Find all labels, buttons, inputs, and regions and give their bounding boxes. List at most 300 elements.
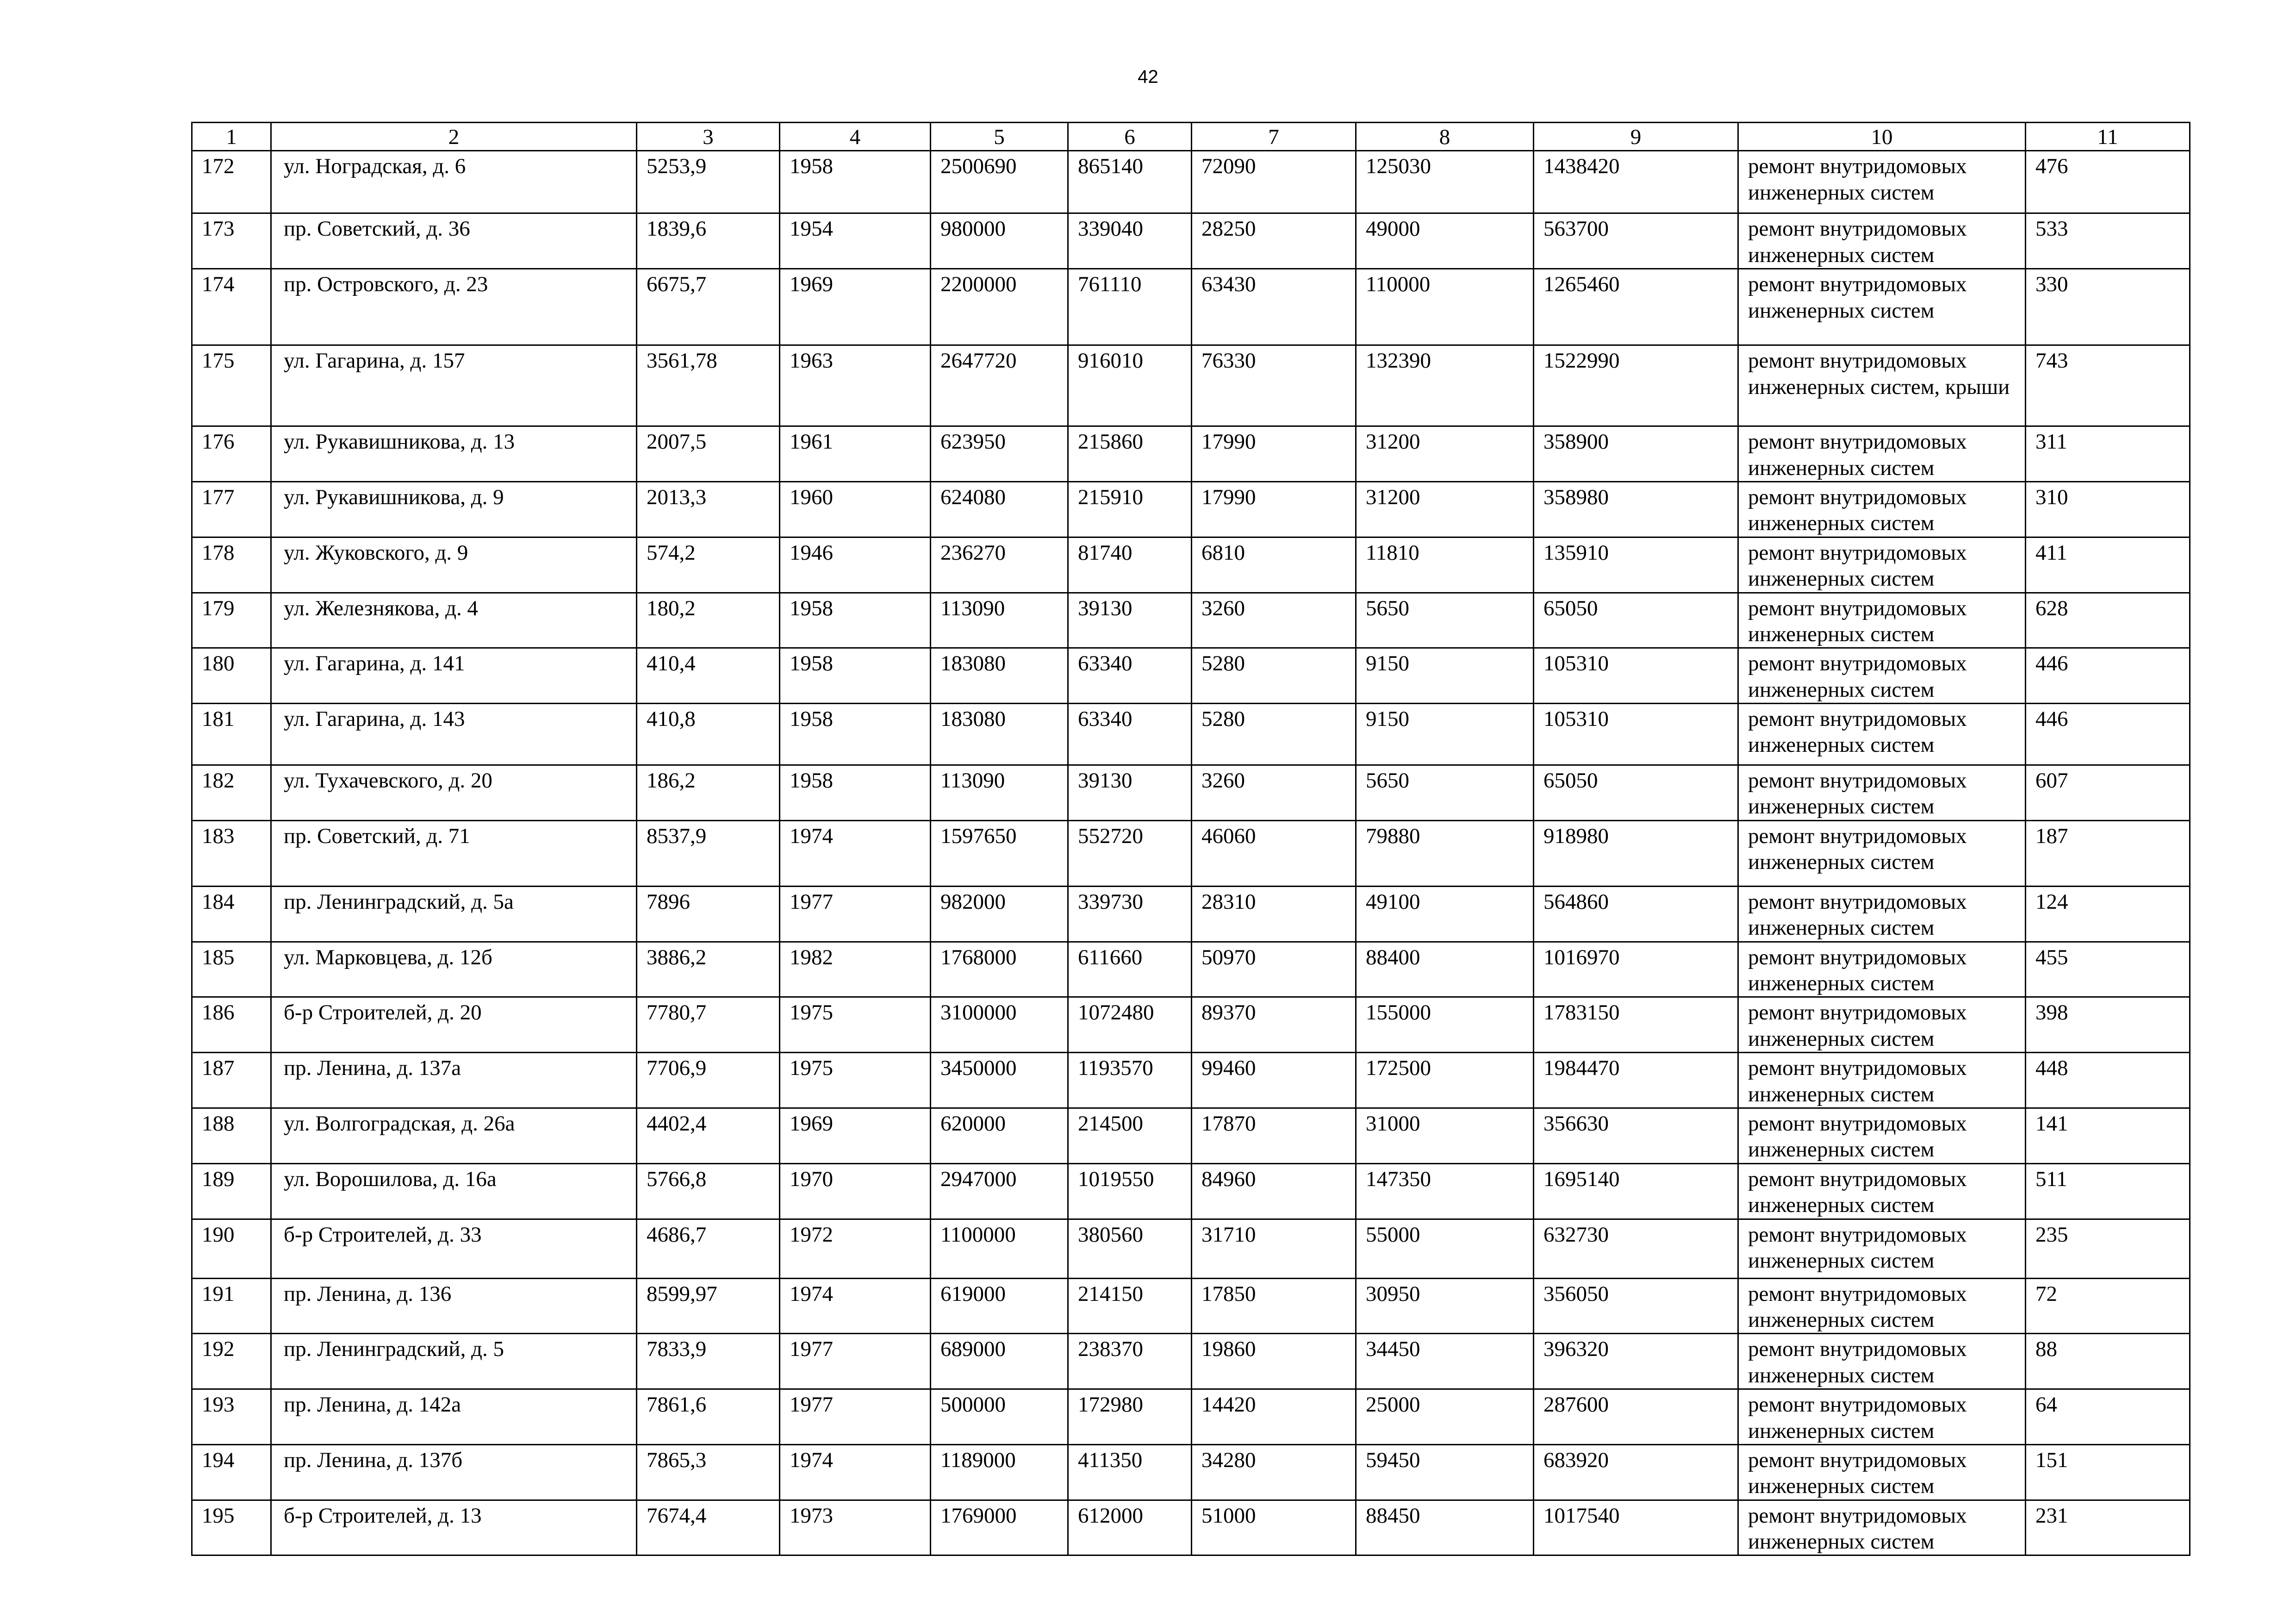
year-cell: 1969 [780, 269, 931, 345]
column-7-cell: 6810 [1192, 537, 1356, 593]
work-type-cell: ремонт внутридомовых инженерных систем [1738, 1163, 2026, 1219]
column-9-cell: 358980 [1534, 481, 1738, 537]
column-number-1: 1 [192, 123, 271, 151]
column-11-cell: 607 [2026, 765, 2190, 821]
area-cell: 7861,6 [637, 1389, 780, 1445]
area-cell: 180,2 [637, 593, 780, 648]
column-5-cell: 1597650 [931, 820, 1068, 886]
column-number-10: 10 [1738, 123, 2026, 151]
work-type-cell: ремонт внутридомовых инженерных систем [1738, 1334, 2026, 1389]
year-cell: 1958 [780, 704, 931, 765]
table-row [192, 1389, 2190, 1445]
column-11-cell: 628 [2026, 593, 2190, 648]
column-9-cell: 918980 [1534, 820, 1738, 886]
table-row [192, 269, 2190, 345]
column-11-cell: 235 [2026, 1219, 2190, 1278]
row-number-cell: 188 [192, 1108, 271, 1163]
address-cell: ул. Гагарина, д. 143 [271, 704, 637, 765]
column-6-cell: 81740 [1068, 537, 1192, 593]
column-5-cell: 620000 [931, 1108, 1068, 1163]
column-5-cell: 2647720 [931, 345, 1068, 426]
row-number-cell: 190 [192, 1219, 271, 1278]
column-7-cell: 99460 [1192, 1053, 1356, 1108]
column-8-cell: 34450 [1356, 1334, 1534, 1389]
area-cell: 8599,97 [637, 1278, 780, 1334]
work-type-cell: ремонт внутридомовых инженерных систем [1738, 1219, 2026, 1278]
column-5-cell: 3100000 [931, 997, 1068, 1053]
address-cell: ул. Тухачевского, д. 20 [271, 765, 637, 821]
column-9-cell: 1695140 [1534, 1163, 1738, 1219]
column-number-5: 5 [931, 123, 1068, 151]
row-number-cell: 191 [192, 1278, 271, 1334]
address-cell: пр. Советский, д. 71 [271, 820, 637, 886]
column-7-cell: 31710 [1192, 1219, 1356, 1278]
row-number-cell: 192 [192, 1334, 271, 1389]
work-type-cell: ремонт внутридомовых инженерных систем [1738, 537, 2026, 593]
table-row [192, 704, 2190, 765]
column-7-cell: 50970 [1192, 942, 1356, 997]
column-8-cell: 25000 [1356, 1389, 1534, 1445]
column-number-8: 8 [1356, 123, 1534, 151]
column-6-cell: 1019550 [1068, 1163, 1192, 1219]
column-9-cell: 287600 [1534, 1389, 1738, 1445]
column-11-cell: 187 [2026, 820, 2190, 886]
column-6-cell: 63340 [1068, 704, 1192, 765]
table-row [192, 1053, 2190, 1108]
column-5-cell: 1189000 [931, 1444, 1068, 1500]
column-5-cell: 500000 [931, 1389, 1068, 1445]
address-cell: б-р Строителей, д. 20 [271, 997, 637, 1053]
column-7-cell: 28310 [1192, 886, 1356, 942]
column-8-cell: 5650 [1356, 765, 1534, 821]
column-7-cell: 17990 [1192, 481, 1356, 537]
table-row [192, 151, 2190, 213]
column-11-cell: 64 [2026, 1389, 2190, 1445]
table-row [192, 213, 2190, 269]
column-11-cell: 311 [2026, 426, 2190, 482]
row-number-cell: 185 [192, 942, 271, 997]
row-number-cell: 187 [192, 1053, 271, 1108]
column-5-cell: 1768000 [931, 942, 1068, 997]
column-6-cell: 238370 [1068, 1334, 1192, 1389]
column-8-cell: 5650 [1356, 593, 1534, 648]
column-5-cell: 980000 [931, 213, 1068, 269]
year-cell: 1958 [780, 765, 931, 821]
column-7-cell: 17850 [1192, 1278, 1356, 1334]
column-9-cell: 1438420 [1534, 151, 1738, 213]
column-5-cell: 113090 [931, 593, 1068, 648]
area-cell: 7865,3 [637, 1444, 780, 1500]
column-number-3: 3 [637, 123, 780, 151]
work-type-cell: ремонт внутридомовых инженерных систем [1738, 1444, 2026, 1500]
table-row [192, 1278, 2190, 1334]
column-number-11: 11 [2026, 123, 2190, 151]
work-type-cell: ремонт внутридомовых инженерных систем [1738, 593, 2026, 648]
area-cell: 4686,7 [637, 1219, 780, 1278]
area-cell: 574,2 [637, 537, 780, 593]
column-7-cell: 17990 [1192, 426, 1356, 482]
column-7-cell: 17870 [1192, 1108, 1356, 1163]
column-5-cell: 2947000 [931, 1163, 1068, 1219]
column-8-cell: 31200 [1356, 481, 1534, 537]
column-6-cell: 215860 [1068, 426, 1192, 482]
column-11-cell: 398 [2026, 997, 2190, 1053]
column-6-cell: 552720 [1068, 820, 1192, 886]
column-6-cell: 214150 [1068, 1278, 1192, 1334]
year-cell: 1974 [780, 1278, 931, 1334]
table-row [192, 1219, 2190, 1278]
column-5-cell: 1100000 [931, 1219, 1068, 1278]
address-cell: ул. Гагарина, д. 141 [271, 648, 637, 704]
table-row [192, 481, 2190, 537]
column-11-cell: 476 [2026, 151, 2190, 213]
table-row [192, 593, 2190, 648]
column-8-cell: 9150 [1356, 648, 1534, 704]
year-cell: 1972 [780, 1219, 931, 1278]
column-8-cell: 88400 [1356, 942, 1534, 997]
area-cell: 4402,4 [637, 1108, 780, 1163]
address-cell: пр. Ленина, д. 137б [271, 1444, 637, 1500]
row-number-cell: 186 [192, 997, 271, 1053]
row-number-cell: 178 [192, 537, 271, 593]
year-cell: 1970 [780, 1163, 931, 1219]
column-6-cell: 865140 [1068, 151, 1192, 213]
column-number-4: 4 [780, 123, 931, 151]
column-11-cell: 231 [2026, 1500, 2190, 1555]
work-type-cell: ремонт внутридомовых инженерных систем [1738, 1278, 2026, 1334]
column-9-cell: 135910 [1534, 537, 1738, 593]
column-6-cell: 339040 [1068, 213, 1192, 269]
row-number-cell: 180 [192, 648, 271, 704]
column-7-cell: 3260 [1192, 593, 1356, 648]
column-6-cell: 39130 [1068, 593, 1192, 648]
work-type-cell: ремонт внутридомовых инженерных систем, крыши [1738, 345, 2026, 426]
column-8-cell: 11810 [1356, 537, 1534, 593]
row-number-cell: 173 [192, 213, 271, 269]
column-6-cell: 63340 [1068, 648, 1192, 704]
work-type-cell: ремонт внутридомовых инженерных систем [1738, 1108, 2026, 1163]
year-cell: 1974 [780, 1444, 931, 1500]
table-row [192, 537, 2190, 593]
table-row [192, 997, 2190, 1053]
column-5-cell: 183080 [931, 704, 1068, 765]
work-type-cell: ремонт внутридомовых инженерных систем [1738, 704, 2026, 765]
column-8-cell: 55000 [1356, 1219, 1534, 1278]
table-row [192, 820, 2190, 886]
area-cell: 2013,3 [637, 481, 780, 537]
area-cell: 3886,2 [637, 942, 780, 997]
column-8-cell: 132390 [1356, 345, 1534, 426]
area-cell: 7706,9 [637, 1053, 780, 1108]
column-11-cell: 446 [2026, 648, 2190, 704]
column-9-cell: 564860 [1534, 886, 1738, 942]
column-11-cell: 411 [2026, 537, 2190, 593]
column-9-cell: 563700 [1534, 213, 1738, 269]
column-9-cell: 65050 [1534, 765, 1738, 821]
column-6-cell: 380560 [1068, 1219, 1192, 1278]
address-cell: ул. Ноградская, д. 6 [271, 151, 637, 213]
column-11-cell: 310 [2026, 481, 2190, 537]
work-type-cell: ремонт внутридомовых инженерных систем [1738, 765, 2026, 821]
column-6-cell: 1072480 [1068, 997, 1192, 1053]
column-5-cell: 2500690 [931, 151, 1068, 213]
address-cell: пр. Ленина, д. 142а [271, 1389, 637, 1445]
column-number-6: 6 [1068, 123, 1192, 151]
address-cell: пр. Ленинградский, д. 5 [271, 1334, 637, 1389]
year-cell: 1969 [780, 1108, 931, 1163]
column-9-cell: 1017540 [1534, 1500, 1738, 1555]
table-row [192, 1163, 2190, 1219]
address-cell: ул. Волгоградская, д. 26а [271, 1108, 637, 1163]
row-number-cell: 182 [192, 765, 271, 821]
table-row [192, 648, 2190, 704]
table-row [192, 1500, 2190, 1555]
address-cell: ул. Рукавишникова, д. 13 [271, 426, 637, 482]
area-cell: 5766,8 [637, 1163, 780, 1219]
year-cell: 1973 [780, 1500, 931, 1555]
column-9-cell: 1984470 [1534, 1053, 1738, 1108]
row-number-cell: 189 [192, 1163, 271, 1219]
table-row [192, 1334, 2190, 1389]
column-9-cell: 1016970 [1534, 942, 1738, 997]
row-number-cell: 183 [192, 820, 271, 886]
column-7-cell: 34280 [1192, 1444, 1356, 1500]
address-cell: пр. Ленина, д. 136 [271, 1278, 637, 1334]
column-9-cell: 356050 [1534, 1278, 1738, 1334]
area-cell: 1839,6 [637, 213, 780, 269]
year-cell: 1961 [780, 426, 931, 482]
column-11-cell: 511 [2026, 1163, 2190, 1219]
year-cell: 1958 [780, 151, 931, 213]
column-11-cell: 330 [2026, 269, 2190, 345]
column-8-cell: 59450 [1356, 1444, 1534, 1500]
column-8-cell: 125030 [1356, 151, 1534, 213]
area-cell: 6675,7 [637, 269, 780, 345]
page-number: 42 [1138, 67, 1158, 87]
column-8-cell: 147350 [1356, 1163, 1534, 1219]
column-9-cell: 105310 [1534, 648, 1738, 704]
column-8-cell: 88450 [1356, 1500, 1534, 1555]
area-cell: 7674,4 [637, 1500, 780, 1555]
address-cell: б-р Строителей, д. 13 [271, 1500, 637, 1555]
work-type-cell: ремонт внутридомовых инженерных систем [1738, 481, 2026, 537]
row-number-cell: 175 [192, 345, 271, 426]
column-7-cell: 14420 [1192, 1389, 1356, 1445]
year-cell: 1946 [780, 537, 931, 593]
column-7-cell: 5280 [1192, 648, 1356, 704]
column-7-cell: 46060 [1192, 820, 1356, 886]
column-8-cell: 30950 [1356, 1278, 1534, 1334]
work-type-cell: ремонт внутридомовых инженерных систем [1738, 426, 2026, 482]
column-8-cell: 31200 [1356, 426, 1534, 482]
column-8-cell: 31000 [1356, 1108, 1534, 1163]
address-cell: пр. Ленина, д. 137а [271, 1053, 637, 1108]
work-type-cell: ремонт внутридомовых инженерных систем [1738, 942, 2026, 997]
work-type-cell: ремонт внутридомовых инженерных систем [1738, 648, 2026, 704]
row-number-cell: 179 [192, 593, 271, 648]
column-5-cell: 183080 [931, 648, 1068, 704]
area-cell: 186,2 [637, 765, 780, 821]
column-8-cell: 49000 [1356, 213, 1534, 269]
column-11-cell: 446 [2026, 704, 2190, 765]
row-number-cell: 177 [192, 481, 271, 537]
column-9-cell: 356630 [1534, 1108, 1738, 1163]
year-cell: 1982 [780, 942, 931, 997]
year-cell: 1963 [780, 345, 931, 426]
table-row [192, 942, 2190, 997]
column-9-cell: 1522990 [1534, 345, 1738, 426]
table-body [192, 151, 2190, 1555]
work-type-cell: ремонт внутридомовых инженерных систем [1738, 1389, 2026, 1445]
column-7-cell: 76330 [1192, 345, 1356, 426]
address-cell: ул. Железнякова, д. 4 [271, 593, 637, 648]
column-8-cell: 172500 [1356, 1053, 1534, 1108]
column-8-cell: 155000 [1356, 997, 1534, 1053]
address-cell: б-р Строителей, д. 33 [271, 1219, 637, 1278]
column-9-cell: 65050 [1534, 593, 1738, 648]
row-number-cell: 181 [192, 704, 271, 765]
column-8-cell: 9150 [1356, 704, 1534, 765]
column-number-7: 7 [1192, 123, 1356, 151]
column-6-cell: 172980 [1068, 1389, 1192, 1445]
column-11-cell: 533 [2026, 213, 2190, 269]
year-cell: 1954 [780, 213, 931, 269]
column-5-cell: 619000 [931, 1278, 1068, 1334]
address-cell: ул. Ворошилова, д. 16а [271, 1163, 637, 1219]
column-7-cell: 3260 [1192, 765, 1356, 821]
column-6-cell: 214500 [1068, 1108, 1192, 1163]
column-5-cell: 3450000 [931, 1053, 1068, 1108]
column-7-cell: 89370 [1192, 997, 1356, 1053]
column-8-cell: 79880 [1356, 820, 1534, 886]
column-5-cell: 113090 [931, 765, 1068, 821]
column-9-cell: 1265460 [1534, 269, 1738, 345]
table-row [192, 1108, 2190, 1163]
row-number-cell: 195 [192, 1500, 271, 1555]
column-6-cell: 761110 [1068, 269, 1192, 345]
column-9-cell: 683920 [1534, 1444, 1738, 1500]
area-cell: 8537,9 [637, 820, 780, 886]
work-type-cell: ремонт внутридомовых инженерных систем [1738, 1500, 2026, 1555]
column-number-2: 2 [271, 123, 637, 151]
column-7-cell: 63430 [1192, 269, 1356, 345]
year-cell: 1975 [780, 1053, 931, 1108]
row-number-cell: 184 [192, 886, 271, 942]
area-cell: 3561,78 [637, 345, 780, 426]
address-cell: пр. Островского, д. 23 [271, 269, 637, 345]
column-6-cell: 1193570 [1068, 1053, 1192, 1108]
column-6-cell: 611660 [1068, 942, 1192, 997]
column-11-cell: 124 [2026, 886, 2190, 942]
table-row [192, 1444, 2190, 1500]
column-5-cell: 1769000 [931, 1500, 1068, 1555]
column-11-cell: 151 [2026, 1444, 2190, 1500]
work-type-cell: ремонт внутридомовых инженерных систем [1738, 151, 2026, 213]
area-cell: 7780,7 [637, 997, 780, 1053]
column-11-cell: 455 [2026, 942, 2190, 997]
column-7-cell: 5280 [1192, 704, 1356, 765]
year-cell: 1960 [780, 481, 931, 537]
column-6-cell: 411350 [1068, 1444, 1192, 1500]
column-5-cell: 623950 [931, 426, 1068, 482]
table-row [192, 765, 2190, 821]
column-7-cell: 84960 [1192, 1163, 1356, 1219]
column-7-cell: 19860 [1192, 1334, 1356, 1389]
column-9-cell: 632730 [1534, 1219, 1738, 1278]
column-6-cell: 215910 [1068, 481, 1192, 537]
work-type-cell: ремонт внутридомовых инженерных систем [1738, 997, 2026, 1053]
area-cell: 5253,9 [637, 151, 780, 213]
address-cell: ул. Марковцева, д. 12б [271, 942, 637, 997]
address-cell: ул. Гагарина, д. 157 [271, 345, 637, 426]
work-type-cell: ремонт внутридомовых инженерных систем [1738, 886, 2026, 942]
column-5-cell: 624080 [931, 481, 1068, 537]
column-11-cell: 448 [2026, 1053, 2190, 1108]
area-cell: 7833,9 [637, 1334, 780, 1389]
table-row [192, 345, 2190, 426]
column-6-cell: 916010 [1068, 345, 1192, 426]
table-row [192, 886, 2190, 942]
column-number-row [192, 123, 2190, 151]
area-cell: 7896 [637, 886, 780, 942]
area-cell: 410,4 [637, 648, 780, 704]
column-5-cell: 236270 [931, 537, 1068, 593]
year-cell: 1958 [780, 648, 931, 704]
column-7-cell: 28250 [1192, 213, 1356, 269]
column-9-cell: 358900 [1534, 426, 1738, 482]
address-cell: пр. Ленинградский, д. 5а [271, 886, 637, 942]
row-number-cell: 194 [192, 1444, 271, 1500]
column-9-cell: 1783150 [1534, 997, 1738, 1053]
column-6-cell: 339730 [1068, 886, 1192, 942]
work-type-cell: ремонт внутридомовых инженерных систем [1738, 1053, 2026, 1108]
column-5-cell: 982000 [931, 886, 1068, 942]
row-number-cell: 176 [192, 426, 271, 482]
work-type-cell: ремонт внутридомовых инженерных систем [1738, 269, 2026, 345]
column-9-cell: 396320 [1534, 1334, 1738, 1389]
column-6-cell: 612000 [1068, 1500, 1192, 1555]
housing-repair-table [191, 122, 2190, 1556]
column-7-cell: 72090 [1192, 151, 1356, 213]
address-cell: ул. Жуковского, д. 9 [271, 537, 637, 593]
work-type-cell: ремонт внутридомовых инженерных систем [1738, 820, 2026, 886]
year-cell: 1958 [780, 593, 931, 648]
column-8-cell: 110000 [1356, 269, 1534, 345]
column-7-cell: 51000 [1192, 1500, 1356, 1555]
year-cell: 1977 [780, 1389, 931, 1445]
year-cell: 1977 [780, 886, 931, 942]
row-number-cell: 193 [192, 1389, 271, 1445]
row-number-cell: 172 [192, 151, 271, 213]
column-11-cell: 88 [2026, 1334, 2190, 1389]
year-cell: 1977 [780, 1334, 931, 1389]
column-11-cell: 141 [2026, 1108, 2190, 1163]
year-cell: 1975 [780, 997, 931, 1053]
area-cell: 2007,5 [637, 426, 780, 482]
address-cell: пр. Советский, д. 36 [271, 213, 637, 269]
column-9-cell: 105310 [1534, 704, 1738, 765]
column-5-cell: 689000 [931, 1334, 1068, 1389]
column-11-cell: 743 [2026, 345, 2190, 426]
column-8-cell: 49100 [1356, 886, 1534, 942]
row-number-cell: 174 [192, 269, 271, 345]
column-6-cell: 39130 [1068, 765, 1192, 821]
column-number-9: 9 [1534, 123, 1738, 151]
work-type-cell: ремонт внутридомовых инженерных систем [1738, 213, 2026, 269]
address-cell: ул. Рукавишникова, д. 9 [271, 481, 637, 537]
table-row [192, 426, 2190, 482]
column-5-cell: 2200000 [931, 269, 1068, 345]
